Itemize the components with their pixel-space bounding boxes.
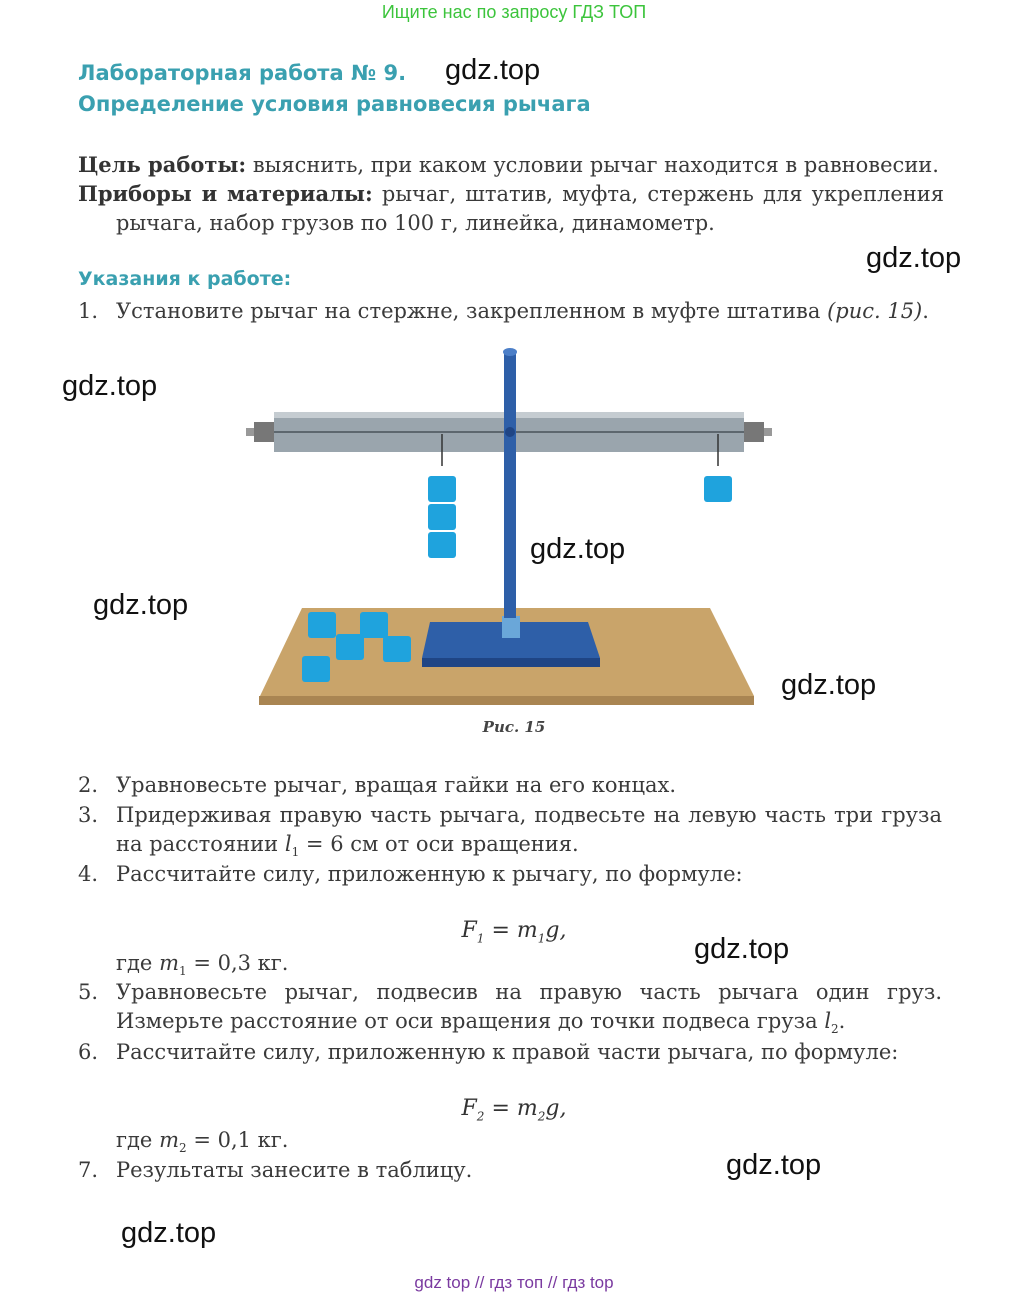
figure-reference: (рис. 15) xyxy=(827,299,923,323)
weight-icon xyxy=(302,656,330,682)
right-nut-cap-icon xyxy=(764,428,772,436)
watermark: gdz.top xyxy=(866,242,962,274)
figure-caption: Рис. 15 xyxy=(482,718,546,736)
weight-icon xyxy=(704,476,732,502)
weight-icon xyxy=(428,476,456,502)
formula-2: $F_2 = m_2g$, xyxy=(461,1096,567,1124)
step-4-number: 4. xyxy=(78,862,99,886)
weight-icon xyxy=(336,634,364,660)
step-5-variable: l xyxy=(824,1009,832,1033)
lab-title-line1: Лабораторная работа № 9. xyxy=(78,61,407,85)
step-7 xyxy=(0,1156,1028,1186)
watermark: gdz.top xyxy=(62,370,158,402)
step-6-text: Рассчитайте силу, приложенную к правой части рычага, по формуле: xyxy=(116,1040,899,1064)
lever-figure xyxy=(240,340,780,710)
watermark: gdz.top xyxy=(445,54,541,86)
step-5-text: Уравновесьте рычаг, подвесив на правую часть рычага один груз. Измерьте расстояние от оси вращения до точки подвеса груза xyxy=(116,980,942,1033)
step-2-number: 2. xyxy=(78,773,99,797)
weight-icon xyxy=(308,612,336,638)
where-1: где $m_1 = 0,3$ кг. xyxy=(116,951,289,979)
section-title: Указания к работе: xyxy=(78,268,292,290)
where-2: где $m_2 = 0,1$ кг. xyxy=(116,1128,289,1156)
step-3-text-end: = 6 см от оси вращения. xyxy=(305,832,579,856)
step-3-number: 3. xyxy=(78,803,99,827)
lab-title-line2: Определение условия равновесия рычага xyxy=(78,92,591,116)
weight-icon xyxy=(428,532,456,558)
step-3-subscript: 1 xyxy=(291,845,300,860)
left-nut-icon xyxy=(254,422,274,442)
watermark: gdz.top xyxy=(93,589,189,621)
weight-icon xyxy=(360,612,388,638)
formula-1: $F_1 = m_1g$, xyxy=(461,918,567,946)
step-6-number: 6. xyxy=(78,1040,99,1064)
step-1-number: 1. xyxy=(78,299,99,323)
goal-paragraph xyxy=(78,150,944,180)
step-5-number: 5. xyxy=(78,980,99,1004)
goal-text: выяснить, при каком условии рычаг находится в равновесии. xyxy=(252,153,939,177)
step-2-text: Уравновесьте рычаг, вращая гайки на его концах. xyxy=(116,773,676,797)
pivot-icon xyxy=(505,427,515,437)
watermark: gdz.top xyxy=(121,1217,217,1249)
right-nut-icon xyxy=(744,422,764,442)
step-7-number: 7. xyxy=(78,1158,99,1182)
step-7-text: Результаты занесите в таблицу. xyxy=(116,1158,473,1182)
step-4 xyxy=(0,860,1028,890)
watermark: gdz.top xyxy=(781,669,877,701)
step-3 xyxy=(0,801,1028,861)
weight-icon xyxy=(428,504,456,530)
materials-paragraph xyxy=(78,179,944,238)
stand-base-edge xyxy=(422,658,600,667)
materials-label: Приборы и материалы: xyxy=(78,181,373,206)
watermark: gdz.top xyxy=(694,933,790,965)
rod-top xyxy=(503,348,517,356)
goal-label: Цель работы: xyxy=(78,152,247,177)
footer-links[interactable]: gdz top // гдз топ // гдз top xyxy=(414,1273,614,1292)
top-banner[interactable]: Ищите нас по запросу ГДЗ ТОП xyxy=(381,2,647,22)
step-1: 1. Установите рычаг на стержне, закрепленном в муфте штатива (рис. 15). xyxy=(0,297,1028,327)
watermark: gdz.top xyxy=(726,1149,822,1181)
step-2 xyxy=(0,771,1028,801)
step-3-text: Придерживая правую часть рычага, подвесьте на левую часть три груза на расстоянии xyxy=(116,803,942,856)
step-1-text: Установите рычаг на стержне, закрепленном в муфте штатива xyxy=(116,299,821,323)
step-6 xyxy=(0,1038,1028,1068)
stand-rod xyxy=(504,352,516,618)
watermark: gdz.top xyxy=(530,533,626,565)
step-5: 5. Уравновесьте рычаг, подвесив на правую часть рычага один груз. Измерьте расстояние от оси вращения до точки подвеса груза $l_2$. xyxy=(78,980,942,1037)
stand-clamp xyxy=(502,616,520,638)
table-edge xyxy=(259,696,754,705)
materials-text: рычаг, штатив, муфта, стержень для укрепления рычага, набор грузов по 100 г, линейка, динамометр. xyxy=(116,182,944,235)
step-3-variable: l xyxy=(284,832,292,856)
weight-icon xyxy=(383,636,411,662)
left-nut-cap-icon xyxy=(246,428,254,436)
step-4-text: Рассчитайте силу, приложенную к рычагу, по формуле: xyxy=(116,862,743,886)
step-5-subscript: 2 xyxy=(831,1022,839,1037)
